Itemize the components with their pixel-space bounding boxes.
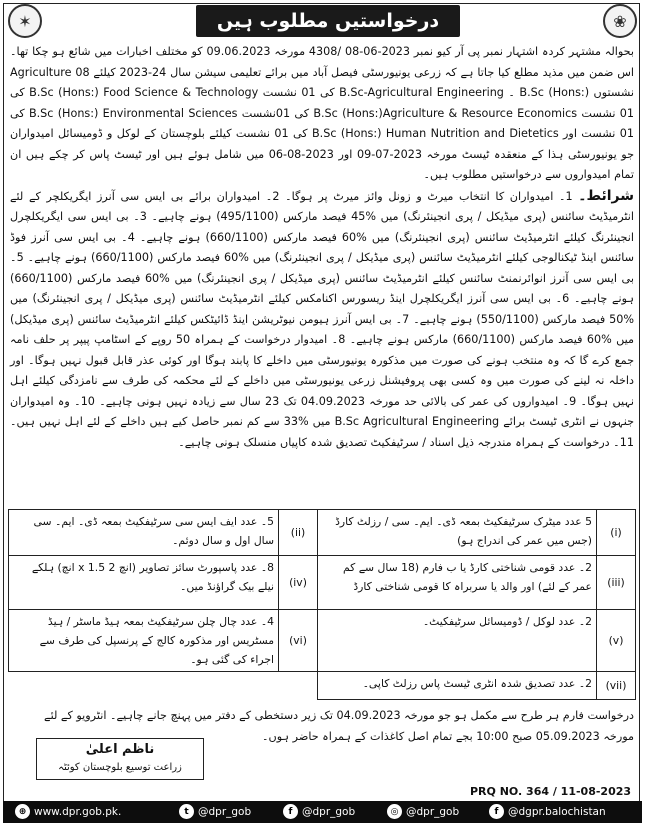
closing-paragraph: درخواست فارم ہر طرح سے مکمل ہو جو مورخہ 04.09.2023 تک زیر دستخطی کے دفتر میں پہنچ جانے چاہیے۔ انٹرویو کے لئے مورخہ 05.09.2023 صبح 10:00 بجے تمام اصل کاغذات کے ہمراہ حاضر ہوں۔ — [44, 709, 634, 743]
footer-website[interactable]: ⊕ www.dpr.gob.pk. — [15, 804, 121, 819]
document-text: 4۔ عدد چال چلن سرٹیفکیٹ بمعہ ہیڈ ماسٹر / ہیڈ مسٹریس اور مذکورہ کالج کے پرنسپل کی طرف سے اجراء کی گئی ہو۔ — [9, 610, 279, 672]
facebook-icon: f — [283, 804, 298, 819]
document-text: 5۔ عدد ایف ایس سی سرٹیفکیٹ بمعہ ڈی۔ ایم۔ سی سال اول و سال دوئم۔ — [9, 510, 279, 556]
document-index: (iv) — [279, 556, 318, 610]
document-text: 8۔ عدد پاسپورٹ سائز تصاویر (انچ 2 x 1.5 انچ) ہلکے نیلے بیک گراؤنڈ میں۔ — [9, 556, 279, 610]
globe-icon: ⊕ — [15, 804, 30, 819]
age-limit-date: 04.09.2023 — [300, 394, 365, 408]
footer-bar — [3, 801, 642, 823]
page-title: درخواستیں مطلوب ہیں — [196, 5, 460, 37]
footer-social-icons[interactable]: t @dpr_gob — [179, 804, 251, 819]
program-resource-economics: B.Sc (Hons:)Agriculture & Resource Economics — [313, 106, 578, 120]
document-index: (vii) — [597, 672, 636, 700]
document-index: (ii) — [279, 510, 318, 556]
conditions-heading: شرائط۔ — [578, 187, 634, 204]
documents-table — [8, 509, 636, 700]
empty-cell — [9, 672, 318, 700]
interview-date: 05.09.2023 — [535, 730, 600, 743]
document-index: (v) — [597, 610, 636, 672]
footer-facebook-balochistan[interactable]: f @dgpr.balochistan — [489, 804, 606, 819]
application-deadline: 04.09.2023 — [336, 709, 401, 722]
instagram-icon: ◎ — [387, 804, 402, 819]
header — [0, 0, 645, 42]
department-logo-icon: ❀ — [603, 4, 637, 38]
signatory-title: ناظم اعلیٰ — [85, 742, 155, 757]
facebook-icon: f — [489, 804, 504, 819]
reference-date: 09.06.2023 — [206, 45, 271, 58]
reference-number: 4308/ 08-06-2023 — [308, 45, 411, 58]
intro-paragraph: بحوالہ مشتہر کردہ اشتہار نمبر پی آر کیو نمبر 4308/ 08-06-2023 مورخہ 09.06.2023 کو مختلف اخبارات میں شائع ہو چکا تھا۔ اس ضمن میں مذید مطلع کیا جاتا ہے کہ زرعی یونیورسٹی فیصل آباد میں برائے تعلیمی سیشن سال 2023-24 کیلئے Agriculture 08 نشستوں B.Sc (Hons:) ۔ B.Sc-Agricultural Engineering کی 01 نشست B.Sc (Hons:) Food Science & Technology کی 01 نشست B.Sc (Hons:)Agriculture & Resource Economics کی 01نشست B.Sc (Hons:) Environmental Sciences کی 01 نشست اور B.Sc (Hons:) Human Nutrition and Dietetics کی 01 نشست کیلئے بلوچستان کے لوکل و ڈومیسائل امیدواران جو یونیورسٹی ہذا کے منعقدہ ٹیسٹ مورخہ 09-07-2023 اور 06-08-2023 میں شامل ہوئے ہیں اور ٹیسٹ پاس کر چکے ہیں ان تمام امیدواروں سے درخواستیں مطلوب ہیں۔ — [10, 45, 634, 181]
document-index: (i) — [597, 510, 636, 556]
document-text: 2۔ عدد قومی شناختی کارڈ یا ب فارم (18 سال سے کم عمر کے لئے) اور والد یا سربراہ کا قومی شناختی کارڈ — [318, 556, 597, 610]
entry-test-program: B.Sc Agricultural Engineering — [334, 415, 500, 428]
table-row — [9, 556, 636, 610]
signature-box — [36, 738, 204, 780]
program-hons-agri: B.Sc (Hons:) — [519, 86, 590, 99]
document-index: (vi) — [279, 610, 318, 672]
entry-test-percentage: 33% — [283, 415, 309, 428]
interview-time: 10:00 — [476, 730, 509, 743]
conditions-paragraph: شرائط۔ 1۔ امیدواران کا انتخاب میرٹ و زونل وائز میرٹ پر ہوگا۔ 2۔ امیدواران برائے بی ایس سی آنرز ایگریکلچر کے لئے انٹرمیڈیٹ سائنس (پری میڈیکل / پری انجینئرنگ) میں 45% فیصد مارکس (495/1100) ہونے چاہیے۔ 3۔ بی ایس سی ایگریکلچرل انجینئرنگ کیلئے انٹرمیڈیٹ سائنس (پری انجینئرنگ) میں 60% فیصد مارکس (660/1100) ہونے چاہیے۔ 4۔ بی ایس سی آنرز فوڈ سائنس اینڈ ٹیکنالوجی کیلئے انٹرمیڈیٹ سائنس (پری میڈیکل / پری انجینئرنگ) میں 60% فیصد مارکس (660/1100) ہونے چاہیے۔ 5۔ بی ایس سی آنرز انوائرنمنٹ سائنس کیلئے انٹرمیڈیٹ سائنس (پری میڈیکل / پری انجینئرنگ) میں 60% فیصد مارکس (660/1100) ہونے چاہیے۔ 6۔ بی ایس سی آنرز ایگریکلچرل اینڈ ریسورس اکنامکس کیلئے انٹرمیڈیٹ سائنس (پری میڈیکل / پری انجینئرنگ) میں 50% فیصد مارکس (550/1100) ہونے چاہیے۔ 7۔ بی ایس آنرز ہیومن نیوٹریشن اینڈ ڈائیٹکس کیلئے انٹرمیڈیٹ سائنس (پری میڈیکل) میں 60% فیصد مارکس (660/1100) مارکس ہونے چاہیے۔ 8۔ امیدوار درخواست کے ہمراہ 50 روپے کے اسٹامپ پیپر پر حلف نامہ جمع کرے گا کہ وہ منتخب ہونے کی صورت میں مذکورہ یونیورسٹی میں داخلے کا پابند ہوگا اور کوئی عذر قابل قبول نہیں ہوگا۔ اور داخلہ نہ لینے کی صورت میں وہ کسی بھی پروفیشنل زرعی یونیورسٹی میں داخلے کے لئے محکمہ کی طرف سے نامزدگی کیلئے اہل نہیں ہوگا۔ 9۔ امیدواروں کی عمر کی بالائی حد مورخہ 04.09.2023 تک 23 سال سے زیادہ نہیں ہونی چاہیے۔ 10۔ وہ امیدواران جنہوں نے انٹری ٹیسٹ برائے B.Sc Agricultural Engineering میں 33% سے کم نمبر حاصل کیے ہیں داخلے کے لئے اہل نہیں ہیں۔ 11۔ درخواست کے ہمراہ مندرجہ ذیل اسناد / سرٹیفکیٹ تصدیق شدہ کاپیاں منسلک ہونی چاہیے۔ — [10, 187, 635, 449]
document-text: 2۔ عدد لوکل / ڈومیسائل سرٹیفکیٹ۔ — [318, 610, 597, 672]
signatory-department: زراعت توسیع بلوچستان کوئٹہ — [58, 762, 182, 773]
document-index: (iii) — [597, 556, 636, 610]
program-nutrition: B.Sc (Hons:) Human Nutrition and Dietetics — [311, 127, 559, 140]
test-date-2: 06-08-2023 — [268, 147, 334, 161]
program-food-science: B.Sc (Hons:) Food Science & Technology — [29, 86, 259, 99]
document-text: 5 عدد میٹرک سرٹیفکیٹ بمعہ ڈی۔ ایم۔ سی / رزلٹ کارڈ (جس میں عمر کی اندراج ہو) — [318, 510, 597, 556]
program-environmental: B.Sc (Hons:) Environmental Sciences — [28, 106, 238, 120]
table-row — [9, 610, 636, 672]
footer-instagram[interactable]: ◎ @dpr_gob — [387, 804, 459, 819]
program-agriculture: Agriculture — [10, 65, 72, 79]
twitter-icon: t — [179, 804, 194, 819]
program-agri-engineering: B.Sc-Agricultural Engineering — [339, 86, 504, 99]
table-row — [9, 510, 636, 556]
notice-body — [10, 42, 634, 453]
prq-number: PRQ NO. 364 / 11-08-2023 — [470, 785, 632, 798]
test-date-1: 09-07-2023 — [356, 147, 422, 161]
session-year: 2023-24 — [119, 65, 167, 79]
table-row — [9, 672, 636, 700]
government-crest-icon: ✶ — [8, 4, 42, 38]
footer-facebook[interactable]: f @dpr_gob — [283, 804, 355, 819]
document-text: 2۔ عدد تصدیق شدہ انٹری ٹیسٹ پاس رزلٹ کاپی۔ — [318, 672, 597, 700]
